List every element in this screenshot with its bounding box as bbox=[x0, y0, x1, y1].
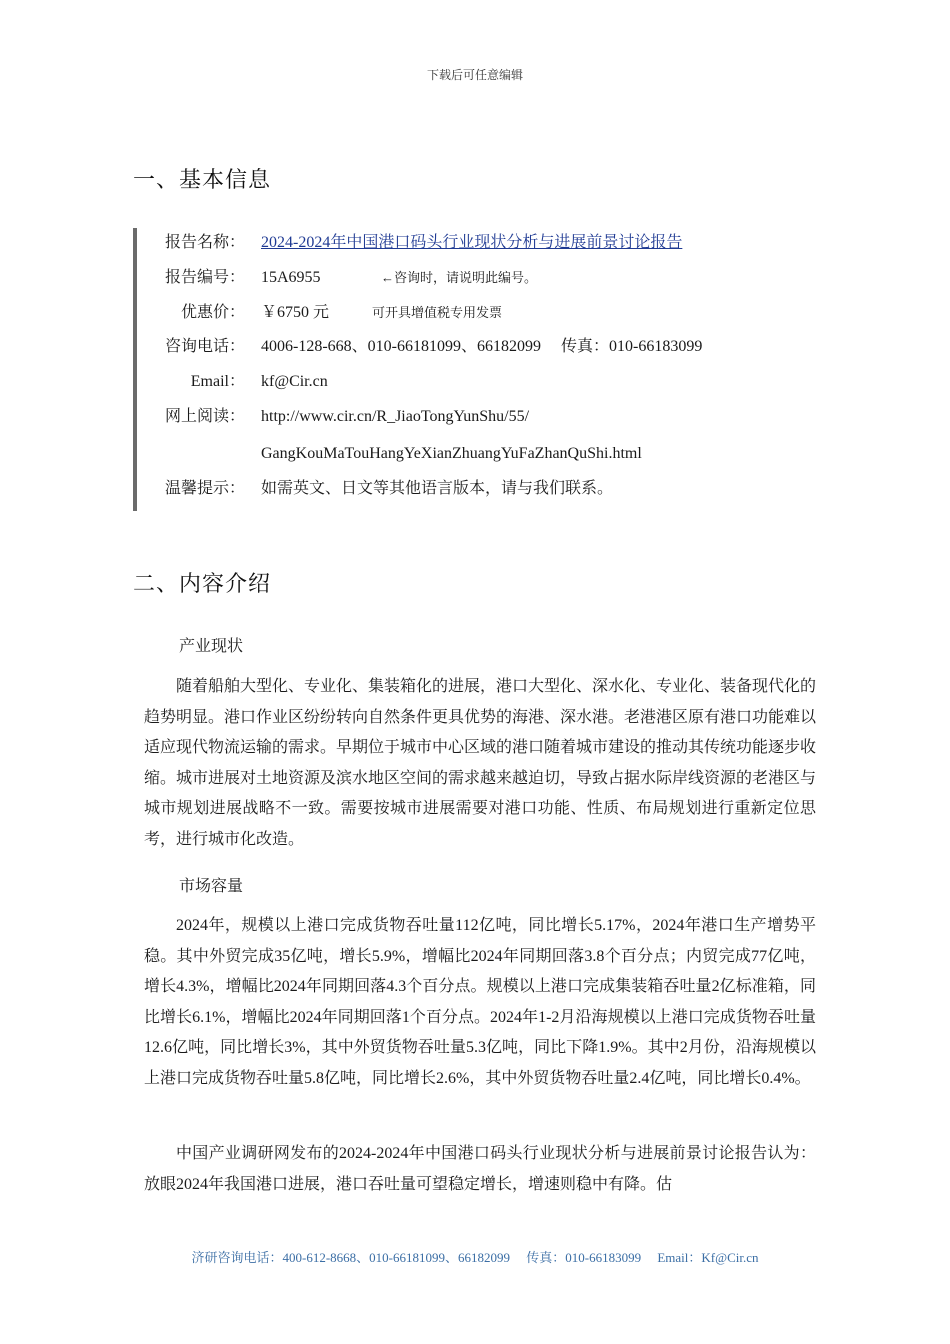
paragraph-market-capacity: 2024年，规模以上港口完成货物吞吐量112亿吨，同比增长5.17%，2024年港口生产增势平稳。其中外贸完成35亿吨，增长5.9%，增幅比2024年同期回落3.8个百分点；内贸完成77亿吨，增长4.3%，增幅比2024年同期回落4.3个百分点。规模以上港口完成集装箱吞吐量2亿标准箱，同比增长6.1%，增幅比2024年同期回落1个百分点。2024年1-2月沿海规模以上港口完成货物吞吐量12.6亿吨，同比增长3%，其中外贸货物吞吐量5.3亿吨，同比下降1.9%。其中2月份，沿海规模以上港口完成货物吞吐量5.8亿吨，同比增长2.6%，其中外贸货物吞吐量2.4亿吨，同比增长0.4%。 bbox=[144, 917, 816, 1087]
email-value[interactable]: kf@Cir.cn bbox=[261, 373, 328, 390]
online-url-line2[interactable]: GangKouMaTouHangYeXianZhuangYuFaZhanQuShi.html bbox=[261, 445, 642, 462]
report-code-note: ←咨询时，请说明此编号。 bbox=[381, 270, 538, 285]
header-note: 下载后可任意编辑 bbox=[426, 68, 523, 82]
tip-value: 如需英文、日文等其他语言版本，请与我们联系。 bbox=[261, 480, 614, 497]
phone-label: 咨询电话： bbox=[164, 338, 245, 355]
online-label: 网上阅读： bbox=[164, 408, 245, 425]
report-code-label: 报告编号： bbox=[164, 269, 245, 286]
online-url-line1[interactable]: http://www.cir.cn/R_JiaoTongYunShu/55/ bbox=[261, 408, 530, 425]
report-name-link[interactable]: 2024-2024年中国港口码头行业现状分析与进展前景讨论报告 bbox=[261, 234, 683, 251]
report-name-label: 报告名称： bbox=[164, 234, 245, 251]
report-code-value: 15A6955 bbox=[261, 269, 321, 286]
price-value: ￥6750 元 bbox=[261, 304, 330, 321]
subheading-industry-status: 产业现状 bbox=[179, 638, 244, 655]
report-info-box bbox=[133, 228, 817, 511]
phone-value: 4006-128-668、010-66181099、66182099 传真：010-66183099 bbox=[261, 338, 703, 355]
tip-label: 温馨提示： bbox=[164, 480, 245, 497]
section-title-basic-info: 一、基本信息 bbox=[133, 168, 272, 193]
email-label: Email： bbox=[190, 373, 245, 390]
footer-contact: 济研咨询电话：400-612-8668、010-66181099、66182099 传真：010-66183099 Email：Kf@Cir.cn bbox=[191, 1250, 759, 1265]
price-note: 可开具增值税专用发票 bbox=[372, 305, 503, 320]
subheading-market-capacity: 市场容量 bbox=[179, 878, 244, 895]
section-title-content: 二、内容介绍 bbox=[133, 572, 272, 597]
paragraph-report-view: 中国产业调研网发布的2024-2024年中国港口码头行业现状分析与进展前景讨论报告认为：放眼2024年我国港口进展，港口吞吐量可望稳定增长，增速则稳中有降。估 bbox=[144, 1145, 816, 1193]
price-label: 优惠价： bbox=[180, 304, 245, 321]
paragraph-industry-status: 随着船舶大型化、专业化、集装箱化的进展，港口大型化、深水化、专业化、装备现代化的趋势明显。港口作业区纷纷转向自然条件更具优势的海港、深水港。老港港区原有港口功能难以适应现代物流运输的需求。早期位于城市中心区域的港口随着城市建设的推动其传统功能逐步收缩。城市进展对土地资源及滨水地区空间的需求越来越迫切，导致占据水际岸线资源的老港区与城市规划进展战略不一致。需要按城市进展需要对港口功能、性质、布局规划进行重新定位思考，进行城市化改造。 bbox=[144, 678, 817, 848]
